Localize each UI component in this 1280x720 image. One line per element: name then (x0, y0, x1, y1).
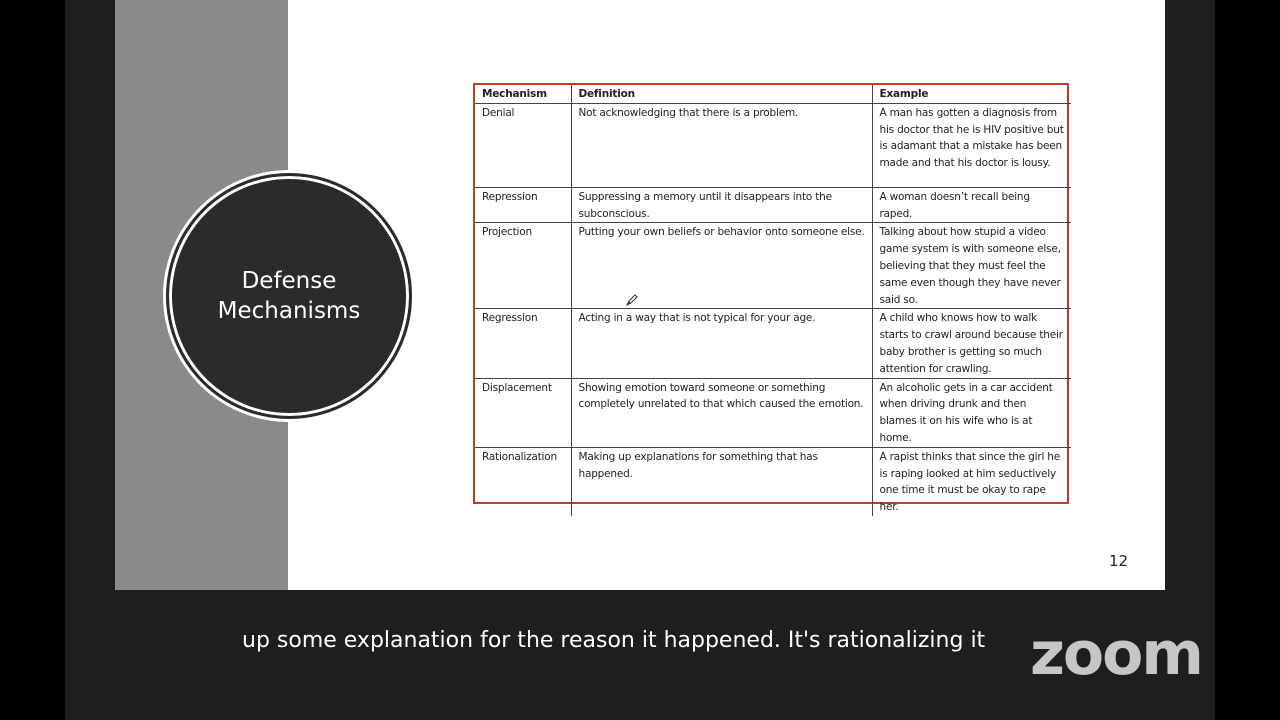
definition-cell: Showing emotion toward someone or something completely unrelated to that which caused the emotion. (571, 378, 872, 447)
definition-cell: Not acknowledging that there is a problem. (571, 103, 872, 187)
table-row (475, 378, 1071, 447)
definition-cell: Making up explanations for something that has happened. (571, 447, 872, 516)
table-header-row (475, 85, 1071, 103)
mechanism-cell: Displacement (475, 378, 571, 447)
example-cell: A child who knows how to walk starts to crawl around because their baby brother is getting so much attention for crawling. (872, 309, 1071, 378)
column-header: Example (872, 85, 1071, 103)
live-caption: up some explanation for the reason it happened. It's rationalizing it (242, 628, 986, 653)
mechanism-cell: Projection (475, 223, 571, 309)
example-cell: A woman doesn’t recall being raped. (872, 187, 1071, 223)
defense-mechanisms-table (473, 83, 1069, 514)
table-row (475, 447, 1071, 516)
mechanism-cell: Rationalization (475, 447, 571, 516)
shared-slide (115, 0, 1165, 590)
definition-cell: Acting in a way that is not typical for your age. (571, 309, 872, 378)
definition-cell: Suppressing a memory until it disappears into the subconscious. (571, 187, 872, 223)
example-cell: A man has gotten a diagnosis from his doctor that he is HIV positive but is adamant that a mistake has been made and that his doctor is lousy. (872, 103, 1071, 187)
table-row (475, 187, 1071, 223)
column-header: Mechanism (475, 85, 571, 103)
title-circle (166, 173, 412, 419)
zoom-logo: zoom (1030, 619, 1202, 689)
mechanism-cell: Repression (475, 187, 571, 223)
table-row (475, 103, 1071, 187)
mechanism-cell: Regression (475, 309, 571, 378)
example-cell: A rapist thinks that since the girl he is raping looked at him seductively one time it must be okay to rape her. (872, 447, 1071, 516)
example-cell: An alcoholic gets in a car accident when driving drunk and then blames it on his wife who is at home. (872, 378, 1071, 447)
slide-title: Defense Mechanisms (217, 268, 361, 324)
example-cell: Talking about how stupid a video game system is with someone else, believing that they must feel the same even though they have never said so. (872, 223, 1071, 309)
pen-cursor-icon (625, 293, 639, 307)
slide-page-number: 12 (1109, 552, 1129, 570)
definition-cell: Putting your own beliefs or behavior onto someone else. (571, 223, 872, 309)
mechanism-cell: Denial (475, 103, 571, 187)
column-header: Definition (571, 85, 872, 103)
table-row (475, 309, 1071, 378)
table-row (475, 223, 1071, 309)
